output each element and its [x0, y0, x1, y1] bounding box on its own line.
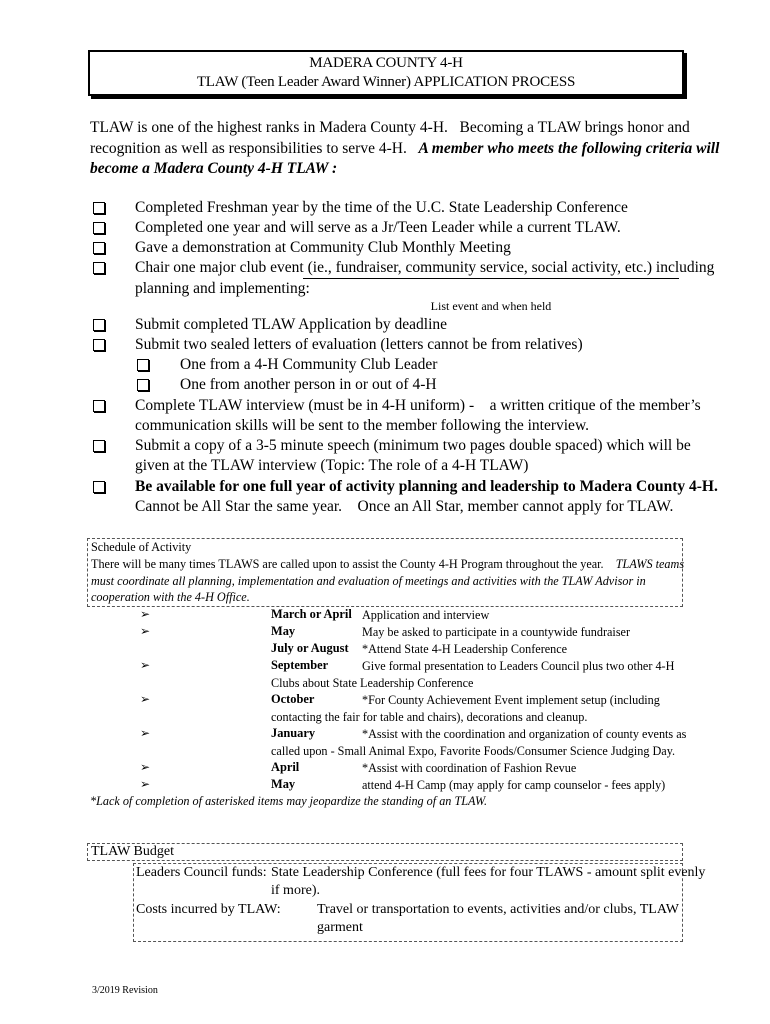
budget-text-1: State Leadership Conference (full fees for four TLAWS - amount split evenly	[271, 865, 706, 880]
criteria-item-cont: Cannot be All Star the same year. Once an All Star, member cannot apply for TLAW.	[135, 498, 674, 515]
revision-footer: 3/2019 Revision	[92, 985, 158, 996]
criteria-item-cont: communication skills will be sent to the member following the interview.	[135, 417, 590, 434]
schedule-desc-cont: called upon - Small Animal Expo, Favorite Foods/Consumer Science Judging Day.	[271, 744, 676, 758]
schedule-desc: *Attend State 4-H Leadership Conference	[362, 642, 568, 656]
schedule-desc: attend 4-H Camp (may apply for camp counselor - fees apply)	[362, 778, 666, 792]
criteria-item: Be available for one full year of activity planning and leadership to Madera County 4-H.	[135, 478, 718, 495]
budget-label-2: Costs incurred by TLAW:	[136, 902, 281, 917]
schedule-desc: *Assist with the coordination and organization of county events as	[362, 727, 687, 741]
schedule-month: March or April	[271, 607, 352, 621]
schedule-intro-text: There will be many times TLAWS are called upon to assist the County 4-H Program throughout the year.	[91, 557, 616, 571]
schedule-desc: Application and interview	[362, 608, 490, 622]
arrow-bullet-icon: ➢	[140, 607, 151, 621]
intro-line-1: TLAW is one of the highest ranks in Madera County 4-H. Becoming a TLAW brings honor and	[90, 119, 690, 136]
schedule-month: January	[271, 726, 316, 740]
schedule-month: September	[271, 658, 329, 672]
criteria-item: Completed Freshman year by the time of the U.C. State Leadership Conference	[135, 199, 628, 216]
title-box	[88, 50, 684, 96]
budget-title-box	[87, 843, 683, 861]
checkbox[interactable]	[93, 440, 105, 452]
checkbox[interactable]	[93, 242, 105, 254]
criteria-item: Chair one major club event (ie., fundraiser, community service, social activity, etc.) including	[135, 259, 715, 276]
criteria-item: Submit a copy of a 3-5 minute speech (minimum two pages double spaced) which will be	[135, 437, 691, 454]
checkbox[interactable]	[93, 262, 105, 274]
budget-text-2: Travel or transportation to events, activities and/or clubs, TLAW	[317, 902, 680, 917]
checkbox[interactable]	[93, 319, 105, 331]
criteria-subitem: One from a 4-H Community Club Leader	[180, 356, 438, 373]
budget-text-1-cont: if more).	[271, 883, 320, 898]
criteria-item: Completed one year and will serve as a Jr/Teen Leader while a current TLAW.	[135, 219, 621, 236]
schedule-desc-cont: Clubs about State Leadership Conference	[271, 676, 474, 690]
criteria-subitem: One from another person in or out of 4-H	[180, 376, 437, 393]
schedule-intro-italic-2: must coordinate all planning, implementation and evaluation of meetings and activities with the TLAW Advisor in	[91, 574, 646, 588]
arrow-bullet-icon: ➢	[140, 726, 151, 740]
checkbox[interactable]	[93, 339, 105, 351]
intro-line-2-text: recognition as well as responsibilities to serve 4-H.	[90, 139, 419, 157]
arrow-bullet-icon: ➢	[140, 692, 151, 706]
schedule-desc: *For County Achievement Event implement setup (including	[362, 693, 660, 707]
checkbox[interactable]	[93, 481, 105, 493]
schedule-desc: May be asked to participate in a countywide fundraiser	[362, 625, 631, 639]
checkbox[interactable]	[137, 379, 149, 391]
schedule-desc: *Assist with coordination of Fashion Revue	[362, 761, 577, 775]
schedule-month: May	[271, 777, 296, 791]
checkbox[interactable]	[137, 359, 149, 371]
criteria-item: Gave a demonstration at Community Club Monthly Meeting	[135, 239, 511, 256]
budget-label-1: Leaders Council funds:	[136, 865, 267, 880]
criteria-item: Submit completed TLAW Application by deadline	[135, 316, 448, 333]
checkbox[interactable]	[93, 202, 105, 214]
criteria-item: Submit two sealed letters of evaluation (letters cannot be from relatives)	[135, 336, 583, 353]
schedule-footnote: *Lack of completion of asterisked items may jeopardize the standing of an TLAW.	[90, 794, 488, 808]
intro-line-2	[90, 139, 720, 160]
arrow-bullet-icon: ➢	[140, 777, 151, 791]
criteria-item: Complete TLAW interview (must be in 4-H uniform) - a written critique of the member’s	[135, 397, 701, 414]
schedule-intro-italic: TLAWS teams	[615, 557, 685, 571]
checkbox[interactable]	[93, 400, 105, 412]
schedule-month: April	[271, 760, 300, 774]
schedule-month: October	[271, 692, 315, 706]
budget-title: TLAW Budget	[91, 844, 174, 859]
event-caption: List event and when held	[430, 299, 552, 313]
title-line-1: MADERA COUNTY 4-H	[309, 55, 463, 71]
schedule-desc-cont: contacting the fair for table and chairs), decorations and cleanup.	[271, 710, 588, 724]
criteria-item-cont: planning and implementing:	[135, 280, 310, 297]
criteria-item-cont: given at the TLAW interview (Topic: The role of a 4-H TLAW)	[135, 457, 529, 474]
schedule-month: May	[271, 624, 296, 638]
schedule-desc: Give formal presentation to Leaders Council plus two other 4-H	[362, 659, 675, 673]
intro-paragraph	[90, 118, 720, 180]
schedule-month: July or August	[271, 641, 349, 655]
schedule-intro-italic-3: cooperation with the 4-H Office.	[91, 590, 250, 604]
arrow-bullet-icon: ➢	[140, 760, 151, 774]
intro-emphasis: A member who meets the following criteria will	[418, 139, 720, 157]
title-line-2: TLAW (Teen Leader Award Winner) APPLICATION PROCESS	[196, 74, 576, 90]
event-entry-line[interactable]	[303, 278, 679, 279]
arrow-bullet-icon: ➢	[140, 624, 151, 638]
budget-text-2-cont: garment	[317, 920, 363, 935]
schedule-intro	[91, 556, 684, 573]
intro-line-3: become a Madera County 4-H TLAW :	[90, 160, 338, 177]
schedule-title: Schedule of Activity	[91, 540, 192, 554]
checkbox[interactable]	[93, 222, 105, 234]
arrow-bullet-icon: ➢	[140, 658, 151, 672]
